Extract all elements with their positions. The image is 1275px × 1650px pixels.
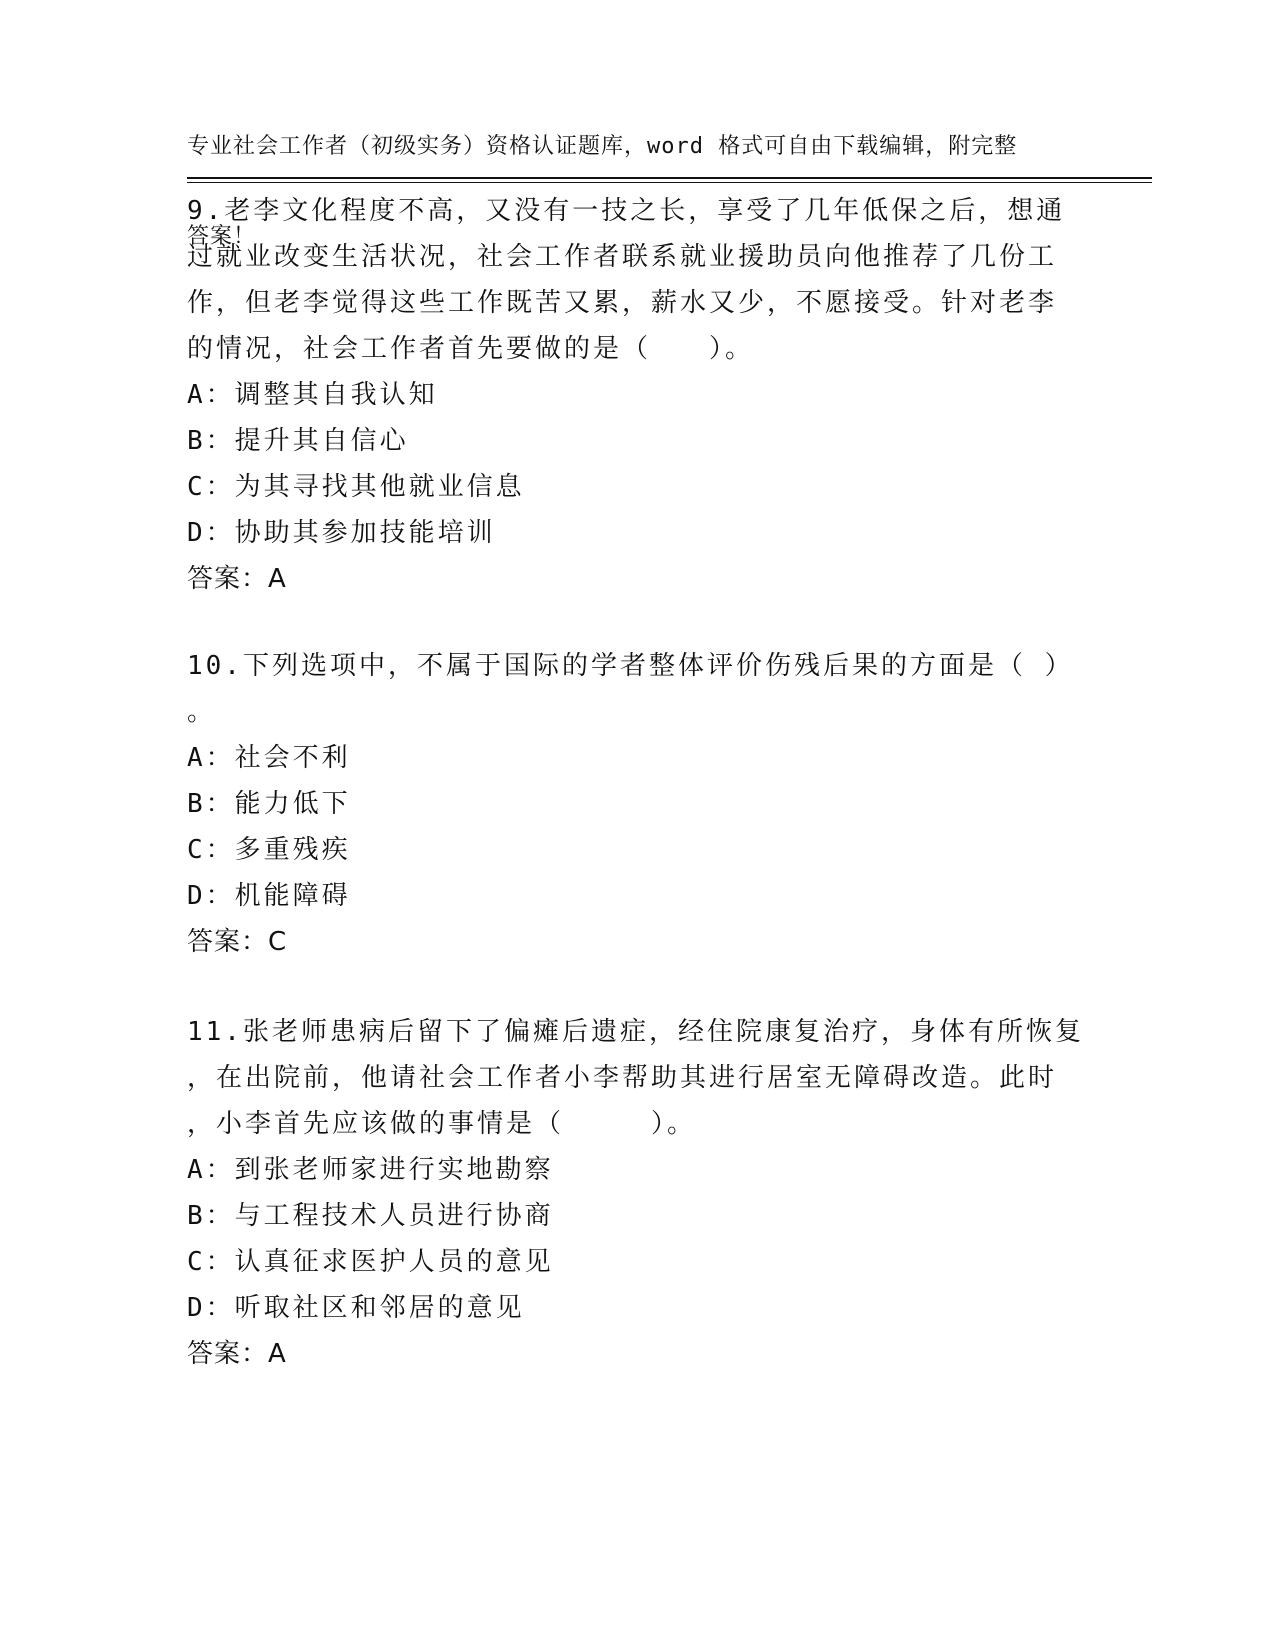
header-divider-thick bbox=[187, 177, 1152, 179]
option-d: D：协助其参加技能培训 bbox=[187, 518, 496, 548]
answer-line: 答案：C bbox=[187, 927, 288, 957]
question-11 bbox=[187, 1009, 1087, 1377]
question-text-line: 。 bbox=[187, 697, 217, 727]
option-a: A：社会不利 bbox=[187, 743, 351, 773]
question-text-line: ，小李首先应该做的事情是（ ）。 bbox=[187, 1109, 697, 1139]
question-text-line: 9.老李文化程度不高，又没有一技之长，享受了几年低保之后，想通 bbox=[187, 196, 1066, 226]
option-b: B：与工程技术人员进行协商 bbox=[187, 1201, 554, 1231]
option-c: C：多重残疾 bbox=[187, 835, 351, 865]
option-b: B：提升其自信心 bbox=[187, 426, 409, 456]
question-text-line: 作，但老李觉得这些工作既苦又累，薪水又少，不愿接受。针对老李 bbox=[187, 288, 1058, 318]
question-text-line: 10.下列选项中，不属于国际的学者整体评价伤残后果的方面是（ ） bbox=[187, 651, 1074, 681]
option-b: B：能力低下 bbox=[187, 789, 351, 819]
header-divider-thin bbox=[187, 182, 1152, 183]
option-d: D：机能障碍 bbox=[187, 881, 351, 911]
option-a: A：调整其自我认知 bbox=[187, 380, 438, 410]
question-text-line: 过就业改变生活状况，社会工作者联系就业援助员向他推荐了几份工 bbox=[187, 242, 1058, 272]
header-line-2: 答案！ bbox=[187, 224, 257, 249]
option-c: C：为其寻找其他就业信息 bbox=[187, 472, 525, 502]
question-10 bbox=[187, 643, 1087, 965]
option-c: C：认真征求医护人员的意见 bbox=[187, 1247, 554, 1277]
question-text-line: 11.张老师患病后留下了偏瘫后遗症，经住院康复治疗，身体有所恢复 bbox=[187, 1017, 1084, 1047]
header-line-1: 专业社会工作者（初级实务）资格认证题库，word 格式可自由下载编辑，附完整 bbox=[187, 134, 1018, 159]
question-9 bbox=[187, 188, 1087, 602]
option-d: D：听取社区和邻居的意见 bbox=[187, 1293, 525, 1323]
answer-line: 答案：A bbox=[187, 564, 287, 594]
option-a: A：到张老师家进行实地勘察 bbox=[187, 1155, 554, 1185]
answer-line: 答案：A bbox=[187, 1339, 287, 1369]
question-text-line: ，在出院前，他请社会工作者小李帮助其进行居室无障碍改造。此时 bbox=[187, 1063, 1058, 1093]
question-text-line: 的情况，社会工作者首先要做的是（ ）。 bbox=[187, 334, 755, 364]
